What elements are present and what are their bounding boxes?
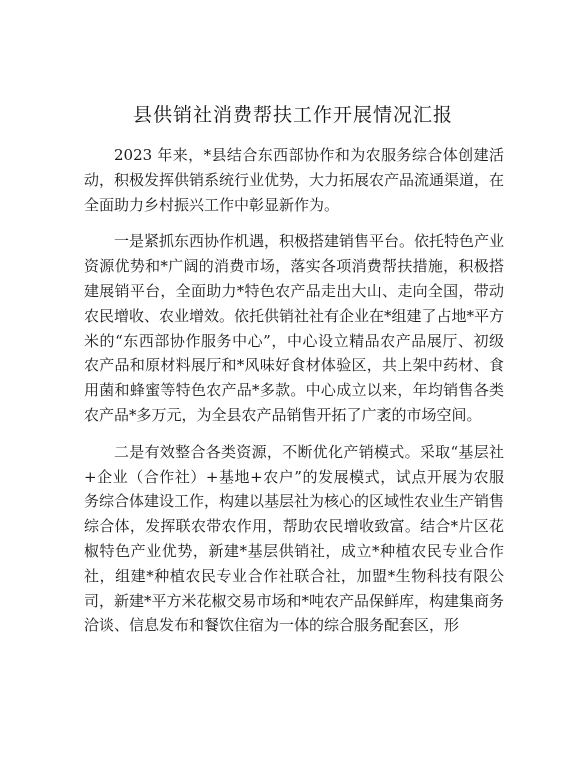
paragraph-intro: 2023 年来，*县结合东西部协作和为农服务综合体创建活动，积极发挥供销系统行业优势，大力拓展农产品流通渠道，在全面助力乡村振兴工作中彰显新作为。 xyxy=(84,146,505,214)
document-body xyxy=(84,143,504,638)
document-title: 县供销社消费帮扶工作开展情况汇报 xyxy=(132,104,453,126)
paragraph-point-two: 二是有效整合各类资源，不断优化产销模式。采取“基层社+企业（合作社）+基地+农户”的发展模式，试点开展为农服务综合体建设工作，构建以基层社为核心的区域性农业生产销售综合体，发挥联农带农作用，帮助农民增收致富。结合*片区花椒特色产业优势，新建*基层供销社，成立*种植农民专业合作社，组建*种植农民专业合作社联合社，加盟*生物科技有限公司，新建*平方米花椒交易市场和*吨农产品保鲜库，构建集商务洽谈、信息发布和餐饮住宿为一体的综合服务配套区，形 xyxy=(84,442,505,635)
paragraph-point-one: 一是紧抓东西协作机遇，积极搭建销售平台。依托特色产业资源优势和*广阔的消费市场，落实各项消费帮扶措施，积极搭建展销平台，全面助力*特色农产品走出大山、走向全国，带动农民增收、农业增效。依托供销社社有企业在*组建了占地*平方米的“东西部协作服务中心”，中心设立精品农产品展厅、初级农产品和原材料展厅和*风味好食材体验区，共上架中药材、食用菌和蜂蜜等特色农产品*多款。中心成立以来，年均销售各类农产品*多万元，为全县农产品销售开拓了广袤的市场空间。 xyxy=(84,232,505,424)
